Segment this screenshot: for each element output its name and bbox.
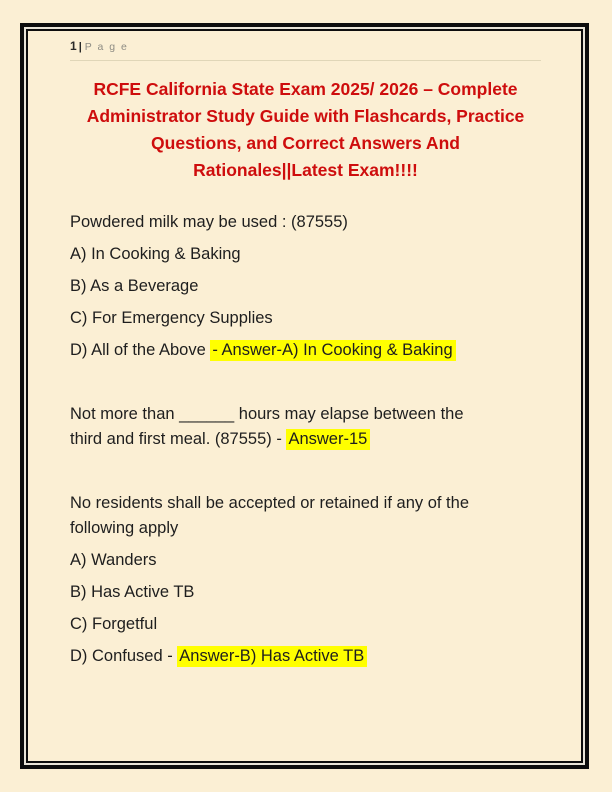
- document-title: [70, 76, 541, 184]
- final-option-text: D) Confused -: [70, 647, 178, 665]
- answer-option: C) Forgetful: [70, 615, 158, 633]
- final-option-text: D) All of the Above: [70, 341, 211, 359]
- answer-option: A) Wanders: [70, 551, 157, 569]
- answer-option: B) As a Beverage: [70, 277, 199, 295]
- answer-option: A) In Cooking & Baking: [70, 245, 241, 263]
- title-line: Rationales||Latest Exam!!!!: [193, 160, 418, 180]
- question-resident-criteria: [70, 491, 541, 669]
- prompt-line-2: following apply: [70, 519, 179, 537]
- prompt-line-1: Not more than ______ hours may elapse between the: [70, 405, 464, 423]
- title-line: RCFE California State Exam 2025/ 2026 – Complete: [93, 79, 518, 99]
- answer-highlight: Answer-B) Has Active TB: [177, 646, 367, 667]
- title-line: Questions, and Correct Answers And: [151, 133, 460, 153]
- page-content-area: [26, 29, 583, 763]
- page-header: [70, 35, 541, 61]
- title-line: Administrator Study Guide with Flashcards, Practice: [86, 106, 525, 126]
- answer-option: C) For Emergency Supplies: [70, 309, 273, 327]
- answer-option: B) Has Active TB: [70, 583, 195, 601]
- question-prompt: Powdered milk may be used : (87555): [70, 213, 348, 231]
- page-border-frame: [20, 23, 589, 769]
- prompt-line-2: third and first meal. (87555) -: [70, 430, 287, 448]
- page-number: 1: [70, 39, 77, 53]
- answer-highlight: - Answer-A) In Cooking & Baking: [210, 340, 455, 361]
- question-prompt: [70, 402, 541, 452]
- answer-option-final: [70, 644, 541, 669]
- answer-option-final: [70, 338, 541, 363]
- question-powdered-milk: [70, 210, 541, 363]
- question-meal-hours: [70, 402, 541, 452]
- page-word-label: P a g e: [84, 41, 129, 53]
- answer-highlight: Answer-15: [286, 429, 370, 450]
- question-prompt: [70, 491, 541, 541]
- header-separator: |: [78, 41, 82, 53]
- prompt-line-1: No residents shall be accepted or retained if any of the: [70, 494, 469, 512]
- questions-section: [70, 210, 541, 669]
